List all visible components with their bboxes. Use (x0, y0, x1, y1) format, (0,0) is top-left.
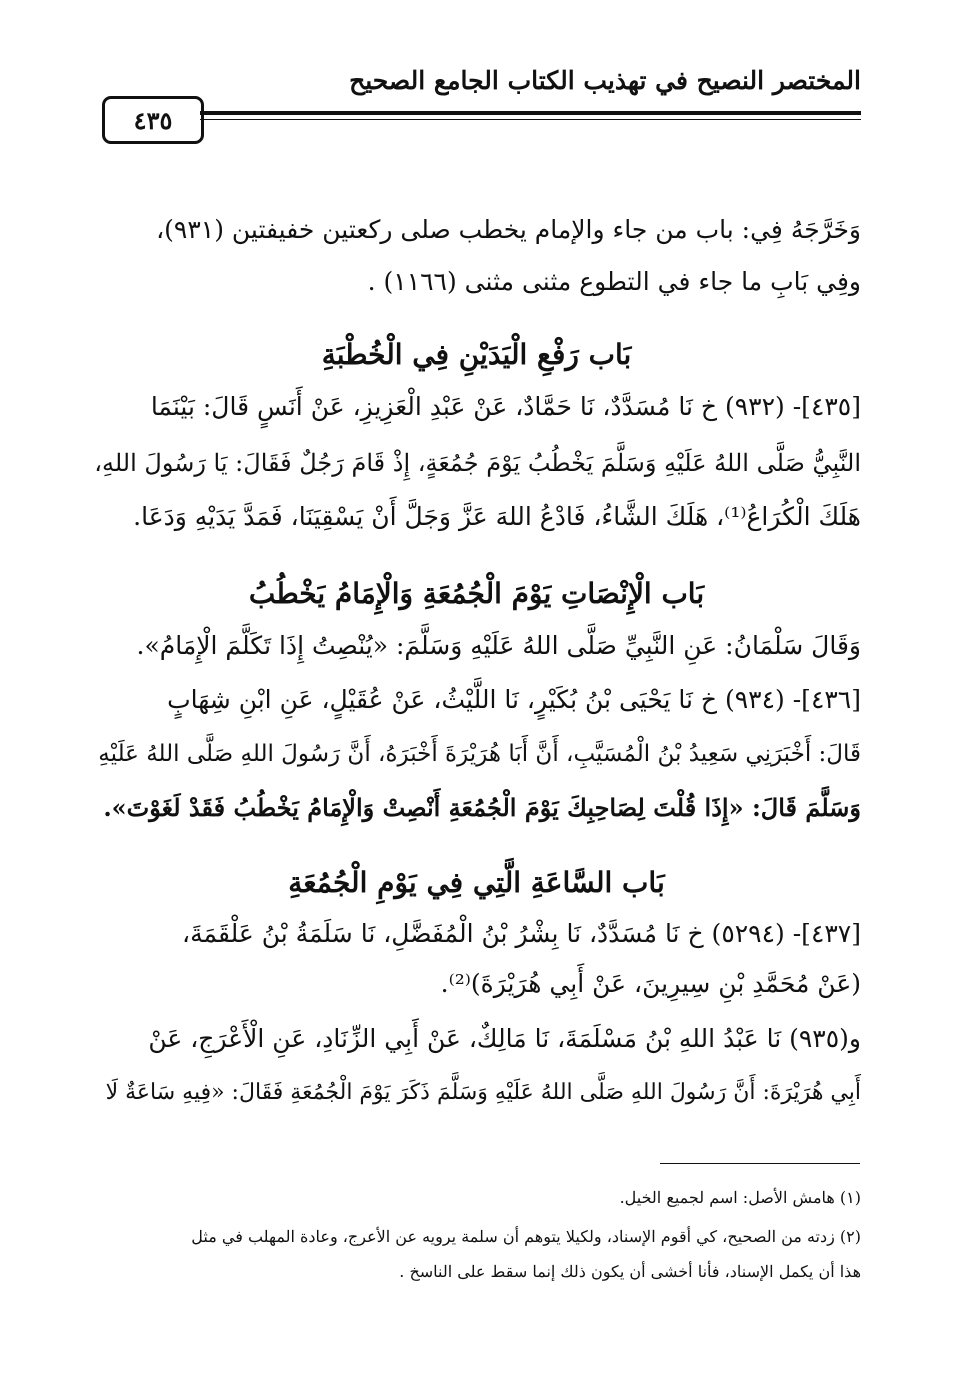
header-rule (200, 111, 861, 120)
intro-line-2: وفِي بَابِ ما جاء في التطوع مثنى مثنى (١١٦٦) . (367, 267, 861, 296)
footnote-1: (١) هامش الأصل: اسم لجميع الخيل. (619, 1188, 861, 1207)
section-heading-hour: بَاب السَّاعَةِ الَّتِي فِي يَوْمِ الْجُمُعَةِ (288, 866, 665, 899)
footnote-rule (660, 1163, 860, 1164)
footnote-2-line-1: (٢) زدته من الصحيح، كي أقوم الإسناد، ولكيلا يتوهم أن سلمة يرويه عن الأعرج، وعادة المهلب في مثل (191, 1227, 861, 1246)
section-heading-raising-hands: بَاب رَفْعِ الْيَدَيْنِ فِي الْخُطْبَةِ (321, 338, 632, 371)
hadith-436-line-3: وَسَلَّمَ قَالَ: «إِذَا قُلْتَ لِصَاحِبِكَ يَوْمَ الْجُمُعَةِ أَنْصِتْ وَالْإِمَامُ يَخْطُبُ فَقَدْ لَغَوْتَ». (103, 793, 861, 822)
hadith-435-line-2: النَّبِيُّ صَلَّى اللهُ عَلَيْهِ وَسَلَّمَ يَخْطُبُ يَوْمَ جُمُعَةٍ، إِذْ قَامَ رَجُلٌ فَقَالَ: يَا رَسُولَ اللهِ، (94, 449, 861, 477)
hadith-935-line-2: أَبِي هُرَيْرَةَ: أَنَّ رَسُولَ اللهِ صَلَّى اللهُ عَلَيْهِ وَسَلَّمَ ذَكَرَ يَوْمَ الْجُمُعَةِ فَقَالَ: «فِيهِ سَاعَةٌ لَا (105, 1080, 861, 1105)
salman-quote-line: وَقَالَ سَلْمَانُ: عَنِ النَّبِيِّ صَلَّى اللهُ عَلَيْهِ وَسَلَّمَ: «يُنْصِتُ إِذَا تَكَلَّمَ الْإِمَامُ». (136, 631, 861, 660)
hadith-437-line-2: (عَنْ مُحَمَّدِ بْنِ سِيرِينَ، عَنْ أَبِي هُرَيْرَةَ)⁽²⁾. (440, 969, 861, 998)
hadith-435-line-1: [٤٣٥]- (٩٣٢) خ نَا مُسَدَّدٌ، نَا حَمَّادٌ، عَنْ عَبْدِ الْعَزِيزِ، عَنْ أَنَسٍ قَالَ: بَيْنَمَا (150, 392, 861, 421)
running-title: المختصر النصيح في تهذيب الكتاب الجامع الصحيح (349, 66, 861, 95)
section-heading-silence: بَاب الْإِنْصَاتِ يَوْمَ الْجُمُعَةِ وَالْإِمَامُ يَخْطُبُ (248, 577, 705, 610)
hadith-435-line-3: هَلَكَ الْكُرَاعُ⁽¹⁾، هَلَكَ الشَّاءُ، فَادْعُ اللهَ عَزَّ وَجَلَّ أَنْ يَسْقِيَنَا، فَمَدَّ يَدَيْهِ وَدَعَا. (133, 502, 861, 531)
hadith-436-line-2: قَالَ: أَخْبَرَنِي سَعِيدُ بْنُ الْمُسَيَّبِ، أَنَّ أَبَا هُرَيْرَةَ أَخْبَرَهُ، أَنَّ رَسُولَ اللهِ صَلَّى اللهُ عَلَيْهِ (98, 741, 861, 767)
hadith-436-line-1: [٤٣٦]- (٩٣٤) خ نَا يَحْيَى بْنُ بُكَيْرٍ، نَا اللَّيْثُ، عَنْ عُقَيْلٍ، عَنِ ابْنِ شِهَابٍ (167, 685, 861, 714)
intro-line-1: وَخَرَّجَهُ فِي: باب من جاء والإمام يخطب صلى ركعتين خفيفتين (٩٣١)، (156, 215, 861, 244)
hadith-935-line-1: و(٩٣٥) نَا عَبْدُ اللهِ بْنُ مَسْلَمَةَ، نَا مَالِكٌ، عَنْ أَبِي الزِّنَادِ، عَنِ الْأَعْرَجِ، عَنْ (148, 1024, 861, 1053)
page-number: ٤٣٥ (102, 96, 204, 144)
hadith-437-line-1: [٤٣٧]- (٥٢٩٤) خ نَا مُسَدَّدٌ، نَا بِشْرُ بْنُ الْمُفَضَّلِ، نَا سَلَمَةُ بْنُ عَلْقَمَةَ، (182, 919, 861, 948)
footnote-2-line-2: هذا أن يكمل الإسناد، فأنا أخشى أن يكون ذلك إنما سقط على الناسخ . (399, 1262, 861, 1281)
